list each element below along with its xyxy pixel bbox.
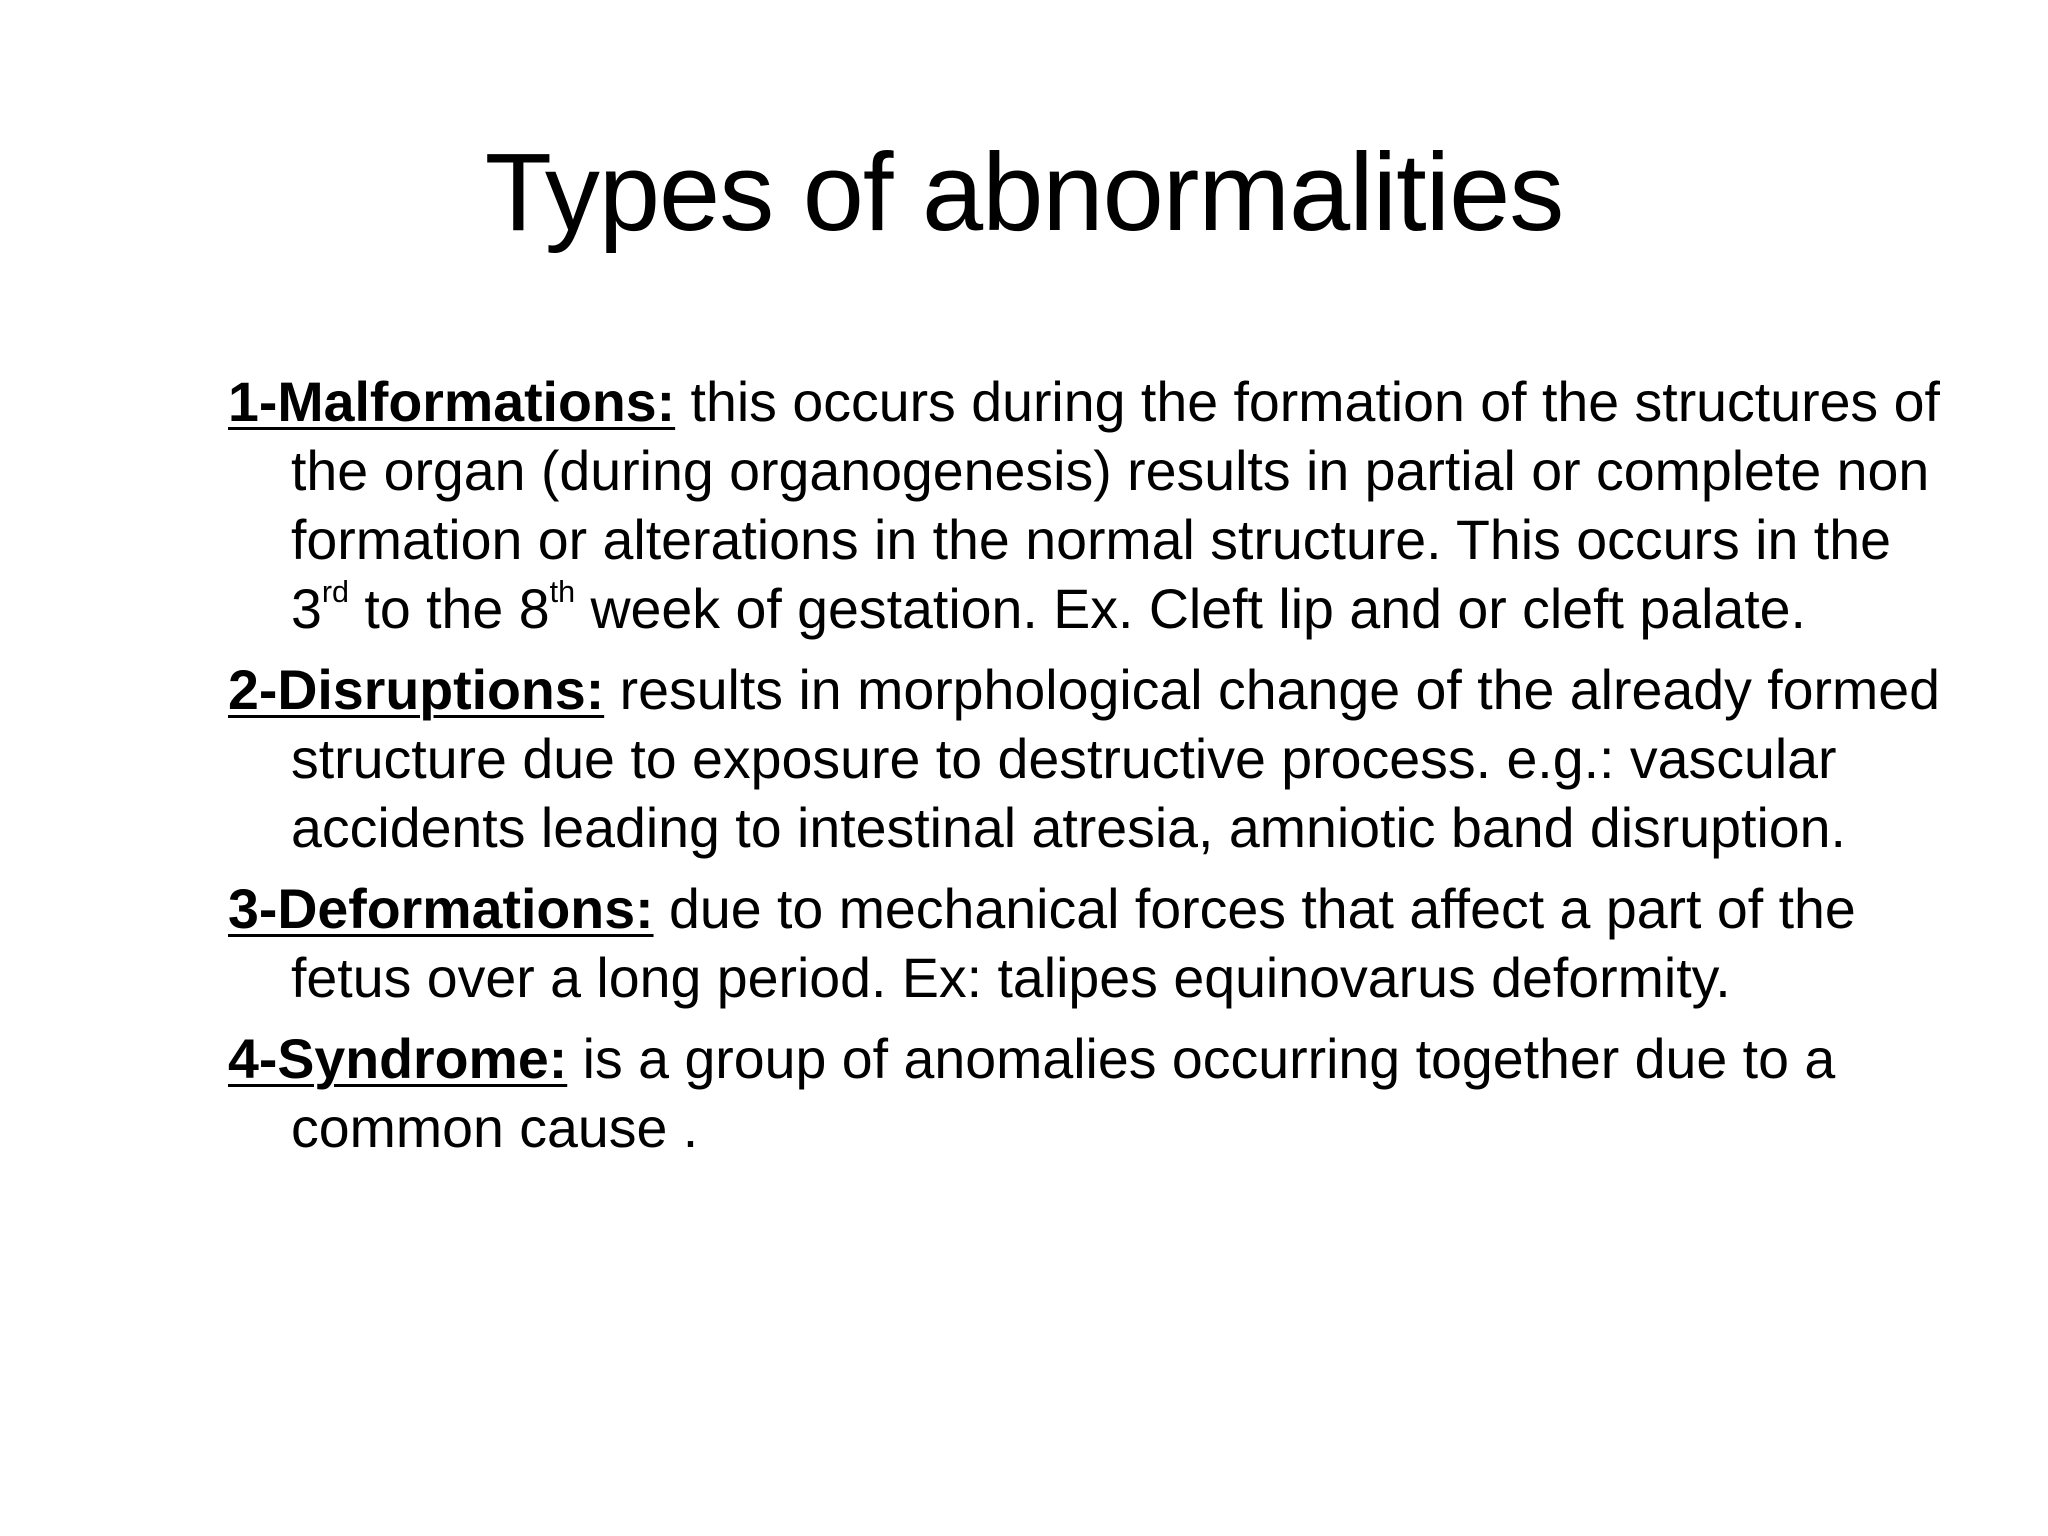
list-item-disruptions: [228, 656, 1948, 863]
term-deformations: 3-Deformations:: [228, 878, 654, 940]
definition-malformations-part-1: this occurs during the formation of the structures of the organ (during organogenesis) results in partial or complete non formation or alterations in the normal structure. This occurs in the 3: [291, 371, 1940, 640]
term-disruptions: 2-Disruptions:: [228, 659, 605, 721]
definition-syndrome: is a group of anomalies occurring together due to a common cause .: [291, 1028, 1836, 1159]
slide-title: Types of abnormalities: [484, 131, 1564, 254]
term-syndrome: 4-Syndrome:: [228, 1028, 568, 1090]
list-item-deformations: [228, 875, 1948, 1013]
definition-disruptions: results in morphological change of the already formed structure due to exposure to destructive process. e.g.: vascular accidents leading to intestinal atresia, amniotic band disruption.: [291, 659, 1940, 859]
superscript-rd: rd: [321, 575, 350, 610]
definition-malformations-part-3: week of gestation. Ex. Cleft lip and or cleft palate.: [575, 578, 1806, 640]
superscript-th: th: [549, 575, 576, 610]
list-item-malformations: [228, 368, 1948, 644]
term-malformations: 1-Malformations:: [228, 371, 676, 433]
slide-body: [228, 368, 1948, 1175]
list-item-syndrome: [228, 1025, 1948, 1163]
definition-malformations-part-2: to the 8: [349, 578, 550, 640]
definition-deformations: due to mechanical forces that affect a part of the fetus over a long period. Ex: talipes equinovarus deformity.: [291, 878, 1856, 1009]
